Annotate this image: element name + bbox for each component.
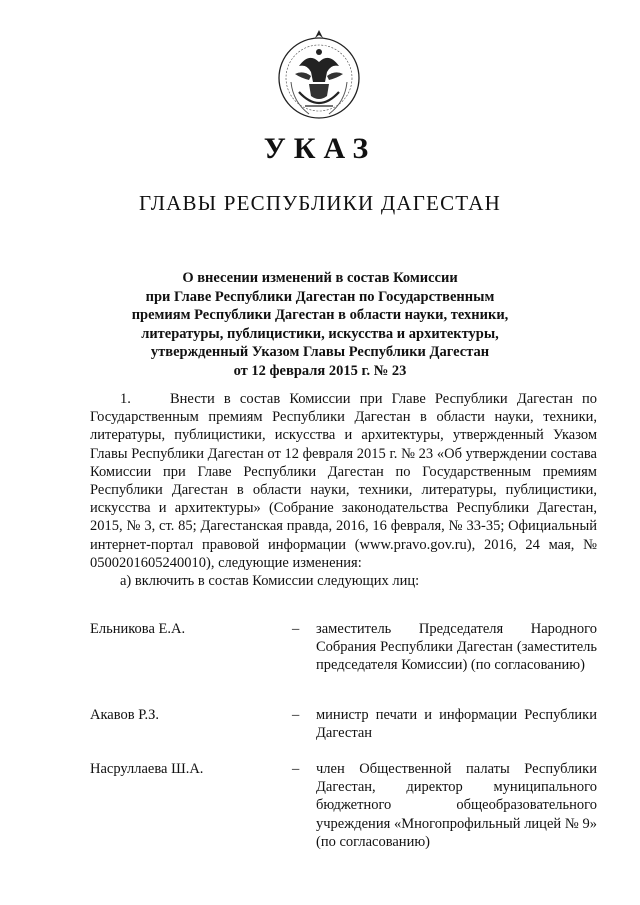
member-dash: – (292, 621, 300, 637)
subject-line: при Главе Республики Дагестан по Государственным (145, 288, 495, 305)
item-number: 1. (120, 391, 131, 407)
subject-line: О внесении изменений в состав Комиссии (182, 270, 458, 286)
subject-line: премиям Республики Дагестан в области науки, техники, (131, 307, 509, 323)
subject-line: литературы, публицистики, искусства и архитектуры, (141, 325, 499, 342)
paragraph-1 (90, 390, 597, 572)
member-role: член Общественной палаты Республики Дагестан, директор муниципального бюджетного общеобразовательного учреждения «Многопрофильный лицей № 9» (по согласованию) (316, 761, 597, 850)
member-role: заместитель Председателя Народного Собрания Республики Дагестан (заместитель председателя Комиссии) (по согласованию) (316, 621, 597, 674)
document-subject (90, 269, 550, 380)
subject-line: от 12 февраля 2015 г. № 23 (233, 362, 407, 379)
issuer-heading: ГЛАВЫ РЕСПУБЛИКИ ДАГЕСТАН (138, 191, 502, 215)
dagestan-coat-of-arms-icon (269, 22, 369, 134)
member-row (90, 706, 597, 746)
subject-line: утвержденный Указом Главы Республики Дагестан (150, 344, 490, 360)
subitem-a: а) включить в состав Комиссии следующих лиц: (120, 573, 420, 590)
member-dash: – (292, 707, 300, 723)
decree-body (90, 390, 597, 590)
member-row (90, 760, 597, 850)
paragraph-text: Внести в состав Комиссии при Главе Республики Дагестан по Государственным премиям Республики Дагестан в области науки, техники, литературы, публицистики, искусства и архитектуры, утвержденный Указом Главы Республики Дагестан от 12 февраля 2015 г. № 23 «Об утверждении состава Комиссии при Главе Республики Дагестан по Государственным премиям Республики Дагестан в области науки, техники, литературы, публицистики, искусства и архитектуры» (Собрание законодательства Республики Дагестан, 2015, № 3, ст. 85; Дагестанская правда, 2016, 16 февраля, № 33-35; Официальный интернет-портал правовой информации (www.pravo.gov.ru), 2016, 24 мая, № 0500201605240010), следующие изменения: (90, 391, 597, 571)
member-name: Насруллаева Ш.А. (90, 761, 204, 777)
member-name: Акавов Р.З. (90, 707, 159, 723)
member-row (90, 620, 597, 690)
member-role: министр печати и информации Республики Дагестан (316, 707, 597, 742)
member-name: Ельникова Е.А. (90, 621, 186, 637)
member-dash: – (292, 761, 300, 777)
document-title: УКАЗ (263, 132, 377, 165)
